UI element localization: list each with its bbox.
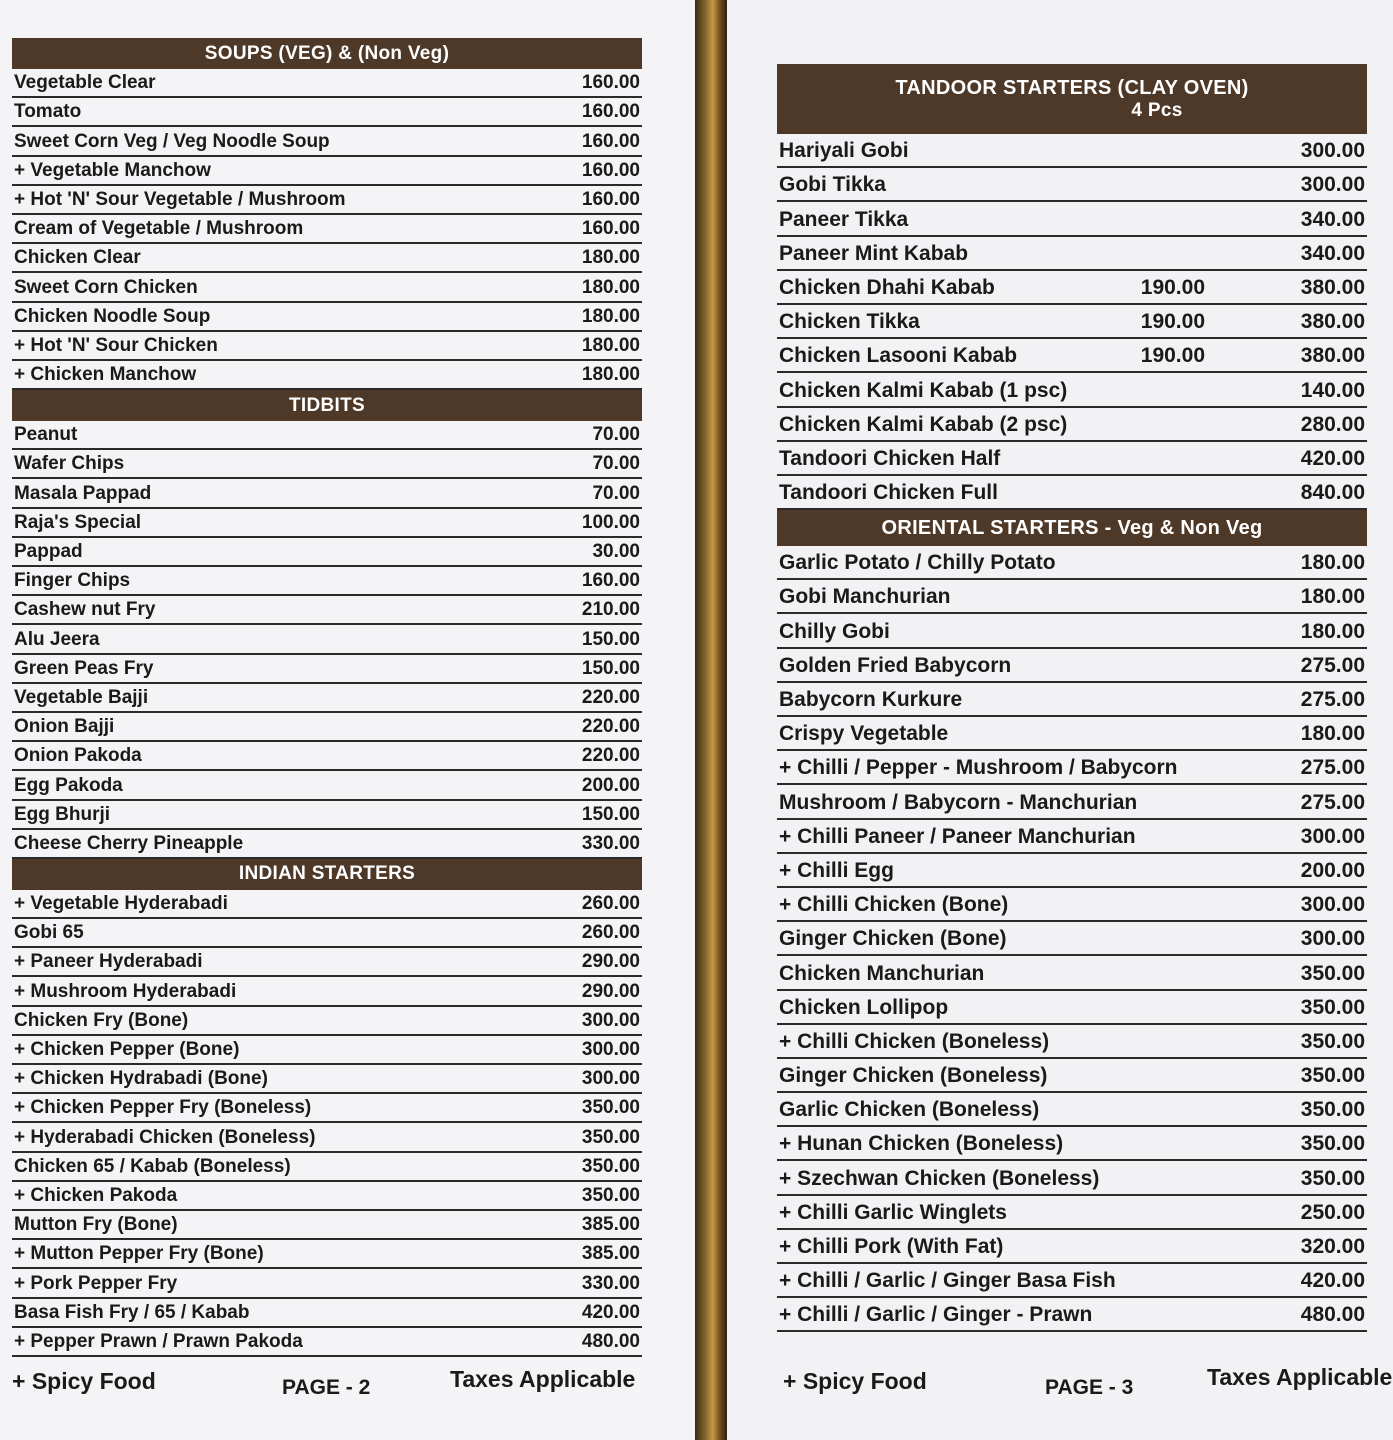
menu-item-price: 350.00 xyxy=(1300,1098,1365,1122)
menu-item-name: + Chilli / Garlic / Ginger - Prawn xyxy=(779,1303,1093,1327)
menu-page-left xyxy=(0,0,695,1440)
menu-item-name: Onion Bajji xyxy=(14,716,115,738)
menu-item-price: 160.00 xyxy=(581,159,640,181)
section-title: TANDOOR STARTERS (CLAY OVEN) xyxy=(895,76,1249,99)
menu-item xyxy=(777,476,1367,510)
menu-item-price: 385.00 xyxy=(581,1214,640,1236)
menu-item-price: 160.00 xyxy=(581,130,640,152)
taxes-note: Taxes Applicable xyxy=(450,1366,636,1392)
menu-item-name: Sweet Corn Chicken xyxy=(14,276,198,298)
menu-item xyxy=(12,215,642,244)
menu-item xyxy=(12,625,642,654)
menu-item-name: Chicken Fry (Bone) xyxy=(14,1009,189,1031)
menu-item-name: Chilly Gobi xyxy=(779,619,890,643)
menu-item-name: + Chicken Manchow xyxy=(14,364,197,386)
menu-item xyxy=(12,69,642,98)
menu-item-name: Mushroom / Babycorn - Manchurian xyxy=(779,790,1138,814)
menu-item-name: Babycorn Kurkure xyxy=(779,688,963,711)
menu-item xyxy=(777,134,1367,168)
menu-item-name: + Hyderabadi Chicken (Boneless) xyxy=(14,1126,316,1148)
menu-item-price: 180.00 xyxy=(581,364,640,386)
menu-item-price: 350.00 xyxy=(1300,1132,1365,1156)
menu-item-price: 70.00 xyxy=(592,482,640,504)
menu-item-name: Cheese Cherry Pineapple xyxy=(14,832,244,854)
menu-item xyxy=(12,361,642,390)
menu-item-price: 220.00 xyxy=(581,745,640,767)
menu-item-price: 280.00 xyxy=(1300,412,1365,436)
menu-item xyxy=(777,1264,1367,1298)
menu-item xyxy=(12,332,642,361)
menu-item-price: 840.00 xyxy=(1300,481,1365,505)
menu-item-name: + Chicken Pepper Fry (Boneless) xyxy=(14,1097,312,1119)
menu-item xyxy=(12,742,642,771)
menu-item-price: 70.00 xyxy=(592,424,640,446)
menu-item-price: 300.00 xyxy=(581,1068,640,1090)
menu-item xyxy=(12,273,642,302)
menu-item-price: 70.00 xyxy=(592,453,640,475)
menu-item-price: 350.00 xyxy=(1300,961,1365,985)
menu-item-name: + Hot 'N' Sour Vegetable / Mushroom xyxy=(14,188,346,210)
menu-item-price: 300.00 xyxy=(1300,139,1365,163)
menu-item-price: 340.00 xyxy=(1300,241,1365,265)
menu-item-name: Alu Jeera xyxy=(14,628,100,650)
menu-item-name: Peanut xyxy=(14,424,78,446)
menu-item xyxy=(777,991,1367,1025)
menu-item xyxy=(777,956,1367,990)
menu-item xyxy=(777,305,1367,339)
menu-item-name: Gobi Manchurian xyxy=(779,585,951,609)
menu-item-name: Tandoori Chicken Full xyxy=(779,481,998,505)
menu-item-price: 30.00 xyxy=(592,541,640,562)
menu-item-price: 380.00 xyxy=(1300,310,1365,334)
menu-item xyxy=(12,98,642,127)
menu-item-name: + Hot 'N' Sour Chicken xyxy=(14,334,218,356)
menu-item-price: 200.00 xyxy=(1300,858,1365,882)
menu-item-price: 275.00 xyxy=(1300,790,1365,814)
menu-item xyxy=(12,157,642,186)
menu-item-name: Egg Pakoda xyxy=(14,774,123,796)
menu-item xyxy=(777,785,1367,819)
menu-item xyxy=(12,1007,642,1036)
menu-item xyxy=(12,830,642,859)
menu-item-price: 480.00 xyxy=(1300,1303,1365,1327)
menu-item-price: 290.00 xyxy=(581,951,640,973)
menu-item-price: 380.00 xyxy=(1300,344,1365,368)
menu-item-name: + Chilli Chicken (Boneless) xyxy=(779,1029,1050,1053)
menu-item-name: Tandoori Chicken Half xyxy=(779,446,1001,470)
menu-item xyxy=(777,1196,1367,1230)
menu-item-name: Chicken Lasooni Kabab xyxy=(779,344,1018,368)
menu-item-name: + Chicken Hydrabadi (Bone) xyxy=(14,1068,268,1090)
menu-item-half-price: 190.00 xyxy=(1140,344,1205,368)
menu-item xyxy=(777,408,1367,442)
menu-item-name: + Chicken Pakoda xyxy=(14,1184,178,1206)
menu-item-name: Masala Pappad xyxy=(14,482,152,504)
menu-item xyxy=(777,614,1367,648)
menu-item xyxy=(12,244,642,273)
menu-item-price: 260.00 xyxy=(581,893,640,915)
menu-item xyxy=(12,479,642,508)
menu-item-name: Chicken 65 / Kabab (Boneless) xyxy=(14,1155,291,1177)
menu-item-name: Vegetable Clear xyxy=(14,72,156,94)
menu-item xyxy=(12,771,642,800)
section-header-tidbits xyxy=(12,390,642,421)
section-title: INDIAN STARTERS xyxy=(238,863,416,885)
menu-item xyxy=(777,1059,1367,1093)
menu-item-price: 420.00 xyxy=(581,1301,640,1323)
section-subtitle: 4 Pcs xyxy=(1131,99,1183,121)
menu-item-price: 340.00 xyxy=(1300,207,1365,231)
menu-item-price: 350.00 xyxy=(1300,1166,1365,1190)
menu-item-name: + Chilli Pork (With Fat) xyxy=(779,1235,1004,1258)
section-header-indian-starters xyxy=(12,859,642,890)
menu-item xyxy=(12,1299,642,1328)
menu-item-name: + Szechwan Chicken (Boneless) xyxy=(779,1166,1100,1190)
menu-item xyxy=(777,442,1367,476)
menu-item xyxy=(12,948,642,977)
menu-item-price: 180.00 xyxy=(581,276,640,298)
menu-item-price: 330.00 xyxy=(581,832,640,854)
menu-item-name: Hariyali Gobi xyxy=(779,139,909,163)
menu-item-name: Cream of Vegetable / Mushroom xyxy=(14,218,304,240)
menu-item-name: + Chilli Paneer / Paneer Manchurian xyxy=(779,824,1136,848)
menu-item-name: Tomato xyxy=(14,101,82,123)
section-title: SOUPS (VEG) & (Non Veg) xyxy=(204,42,450,64)
menu-item xyxy=(777,580,1367,614)
menu-item-price: 300.00 xyxy=(1300,173,1365,197)
menu-item-name: Chicken Kalmi Kabab (1 psc) xyxy=(779,378,1068,402)
menu-item-price: 420.00 xyxy=(1300,1269,1365,1293)
menu-item-price: 210.00 xyxy=(581,599,640,621)
menu-item-price: 350.00 xyxy=(1300,1064,1365,1088)
menu-item-name: Basa Fish Fry / 65 / Kabab xyxy=(14,1301,250,1323)
menu-item-price: 300.00 xyxy=(1300,893,1365,917)
menu-item-price: 100.00 xyxy=(581,511,640,533)
menu-item-price: 200.00 xyxy=(581,774,640,796)
menu-item xyxy=(12,509,642,538)
menu-item-name: Chicken Tikka xyxy=(779,310,920,334)
menu-item-name: + Hunan Chicken (Boneless) xyxy=(779,1132,1064,1156)
menu-item xyxy=(777,683,1367,717)
menu-item-name: Mutton Fry (Bone) xyxy=(14,1214,178,1236)
menu-item xyxy=(777,922,1367,956)
menu-item-name: Finger Chips xyxy=(14,570,131,592)
menu-item-price: 385.00 xyxy=(581,1243,640,1265)
menu-item xyxy=(777,237,1367,271)
menu-item-name: + Chilli Garlic Winglets xyxy=(779,1200,1007,1224)
menu-item xyxy=(777,1127,1367,1161)
menu-right-list xyxy=(777,64,1367,1332)
menu-item xyxy=(777,820,1367,854)
menu-item xyxy=(777,1093,1367,1127)
menu-item-half-price: 190.00 xyxy=(1140,310,1205,334)
spicy-food-note: + Spicy Food xyxy=(12,1368,156,1394)
menu-item-price: 180.00 xyxy=(581,334,640,356)
menu-item xyxy=(12,538,642,567)
menu-item-name: Green Peas Fry xyxy=(14,657,154,679)
menu-item-price: 220.00 xyxy=(581,686,640,708)
menu-item-name: + Paneer Hyderabadi xyxy=(14,951,203,973)
menu-item xyxy=(12,1123,642,1152)
menu-item-name: + Pork Pepper Fry xyxy=(14,1272,178,1294)
page-number: PAGE - 2 xyxy=(282,1376,371,1399)
menu-item-price: 350.00 xyxy=(1300,1029,1365,1053)
menu-item-name: Chicken Noodle Soup xyxy=(14,305,211,327)
menu-item-price: 160.00 xyxy=(581,188,640,210)
menu-item xyxy=(12,890,642,919)
menu-item-price: 275.00 xyxy=(1300,688,1365,711)
menu-item xyxy=(777,168,1367,202)
menu-item-name: Golden Fried Babycorn xyxy=(779,653,1012,677)
menu-item-price: 260.00 xyxy=(581,922,640,944)
menu-item xyxy=(777,717,1367,751)
menu-item-name: Gobi 65 xyxy=(14,922,84,944)
menu-item-price: 330.00 xyxy=(581,1272,640,1294)
menu-item-price: 275.00 xyxy=(1300,653,1365,677)
section-title: ORIENTAL STARTERS - Veg & Non Veg xyxy=(881,516,1263,539)
menu-item-price: 160.00 xyxy=(581,72,640,94)
menu-item-price: 480.00 xyxy=(581,1330,640,1352)
menu-item-price: 350.00 xyxy=(1300,995,1365,1019)
menu-item xyxy=(12,1328,642,1357)
menu-item xyxy=(12,977,642,1006)
menu-item-price: 180.00 xyxy=(1300,722,1365,746)
menu-item xyxy=(12,801,642,830)
menu-item-name: + Pepper Prawn / Prawn Pakoda xyxy=(14,1330,303,1352)
menu-item-half-price: 190.00 xyxy=(1140,275,1205,299)
menu-item-price: 150.00 xyxy=(581,803,640,825)
menu-item-price: 150.00 xyxy=(581,628,640,650)
menu-item-price: 220.00 xyxy=(581,716,640,738)
menu-item xyxy=(12,1153,642,1182)
menu-item-name: Vegetable Bajji xyxy=(14,686,149,708)
spicy-food-note: + Spicy Food xyxy=(783,1368,927,1394)
menu-item-price: 300.00 xyxy=(1300,927,1365,951)
menu-item xyxy=(12,1065,642,1094)
menu-item-name: + Chilli / Garlic / Ginger Basa Fish xyxy=(779,1269,1116,1293)
menu-item-name: + Mutton Pepper Fry (Bone) xyxy=(14,1243,264,1265)
menu-left-list xyxy=(12,38,642,1357)
menu-item-name: Cashew nut Fry xyxy=(14,599,156,621)
menu-item-name: Ginger Chicken (Bone) xyxy=(779,927,1007,951)
menu-item xyxy=(777,854,1367,888)
menu-item xyxy=(12,303,642,332)
section-header-soups-veg-non-veg xyxy=(12,38,642,69)
menu-item-name: Chicken Manchurian xyxy=(779,961,985,985)
menu-item-price: 180.00 xyxy=(581,305,640,327)
menu-item-name: Garlic Chicken (Boneless) xyxy=(779,1098,1040,1122)
menu-item-price: 300.00 xyxy=(581,1039,640,1060)
menu-item-price: 300.00 xyxy=(1300,824,1365,848)
menu-item xyxy=(12,1094,642,1123)
menu-item xyxy=(12,919,642,948)
menu-item-price: 180.00 xyxy=(1300,551,1365,575)
section-title: TIDBITS xyxy=(289,394,365,416)
menu-item xyxy=(12,1240,642,1269)
menu-item-name: Chicken Dhahi Kabab xyxy=(779,275,995,299)
menu-item xyxy=(777,546,1367,580)
menu-item-price: 350.00 xyxy=(581,1126,640,1148)
menu-item-price: 380.00 xyxy=(1300,275,1365,299)
menu-item-name: + Vegetable Hyderabadi xyxy=(14,893,228,915)
menu-item xyxy=(12,1269,642,1298)
menu-item xyxy=(777,1298,1367,1332)
menu-item-price: 300.00 xyxy=(581,1009,640,1031)
menu-item-name: Paneer Tikka xyxy=(779,207,909,231)
menu-item-name: Chicken Clear xyxy=(14,247,141,269)
menu-item-price: 420.00 xyxy=(1300,446,1365,470)
menu-item-price: 350.00 xyxy=(581,1184,640,1206)
menu-item xyxy=(777,751,1367,785)
menu-item-price: 350.00 xyxy=(581,1097,640,1119)
menu-item-price: 150.00 xyxy=(581,657,640,679)
menu-item xyxy=(12,713,642,742)
menu-item xyxy=(777,1025,1367,1059)
menu-item-price: 180.00 xyxy=(1300,585,1365,609)
menu-item-price: 160.00 xyxy=(581,101,640,123)
section-header-oriental-starters-veg-non-veg xyxy=(777,510,1367,546)
page-number: PAGE - 3 xyxy=(1045,1376,1134,1399)
menu-item-name: Egg Bhurji xyxy=(14,803,111,825)
menu-item-price: 290.00 xyxy=(581,980,640,1002)
menu-item xyxy=(12,1211,642,1240)
menu-item xyxy=(777,888,1367,922)
menu-item-name: + Chilli / Pepper - Mushroom / Babycorn xyxy=(779,756,1178,780)
menu-item xyxy=(777,649,1367,683)
menu-item xyxy=(12,596,642,625)
menu-item-name: Onion Pakoda xyxy=(14,745,142,767)
menu-item xyxy=(12,1182,642,1211)
menu-item xyxy=(12,186,642,215)
menu-item xyxy=(777,271,1367,305)
menu-item-name: Raja's Special xyxy=(14,511,142,533)
menu-item-name: Chicken Lollipop xyxy=(779,995,949,1019)
menu-item-name: + Chilli Chicken (Bone) xyxy=(779,893,1009,917)
menu-item-name: Wafer Chips xyxy=(14,453,125,475)
menu-item-price: 140.00 xyxy=(1300,378,1365,402)
taxes-note: Taxes Applicable xyxy=(1207,1364,1393,1390)
menu-item-name: + Vegetable Manchow xyxy=(14,159,211,181)
menu-item xyxy=(777,373,1367,407)
menu-item-name: Garlic Potato / Chilly Potato xyxy=(779,551,1056,575)
menu-item xyxy=(777,339,1367,373)
menu-item-name: + Chilli Egg xyxy=(779,858,894,882)
menu-item xyxy=(12,421,642,450)
section-header-tandoor-starters-clay-oven xyxy=(777,64,1367,134)
menu-item-name: Pappad xyxy=(14,541,83,562)
menu-item xyxy=(12,655,642,684)
menu-item-price: 180.00 xyxy=(581,247,640,269)
menu-item-name: Gobi Tikka xyxy=(779,173,886,197)
menu-item xyxy=(777,202,1367,236)
menu-item xyxy=(777,1161,1367,1195)
menu-item-price: 350.00 xyxy=(581,1155,640,1177)
menu-item-price: 250.00 xyxy=(1300,1200,1365,1224)
menu-item-name: Chicken Kalmi Kabab (2 psc) xyxy=(779,412,1068,436)
menu-item-name: Paneer Mint Kabab xyxy=(779,241,969,265)
menu-item xyxy=(777,1230,1367,1264)
menu-item-name: Sweet Corn Veg / Veg Noodle Soup xyxy=(14,130,330,152)
menu-item-price: 160.00 xyxy=(581,570,640,592)
menu-item-name: + Chicken Pepper (Bone) xyxy=(14,1039,240,1060)
menu-item xyxy=(12,684,642,713)
menu-item-name: + Mushroom Hyderabadi xyxy=(14,980,237,1002)
menu-item xyxy=(12,567,642,596)
menu-item-price: 160.00 xyxy=(581,218,640,240)
menu-item xyxy=(12,450,642,479)
menu-item-price: 180.00 xyxy=(1300,619,1365,643)
menu-item-name: Ginger Chicken (Boneless) xyxy=(779,1064,1048,1088)
menu-item xyxy=(12,127,642,156)
menu-item-price: 275.00 xyxy=(1300,756,1365,780)
menu-item-name: Crispy Vegetable xyxy=(779,722,949,746)
menu-item-price: 320.00 xyxy=(1300,1235,1365,1258)
menu-item xyxy=(12,1036,642,1065)
menu-binding-spine xyxy=(695,0,727,1440)
